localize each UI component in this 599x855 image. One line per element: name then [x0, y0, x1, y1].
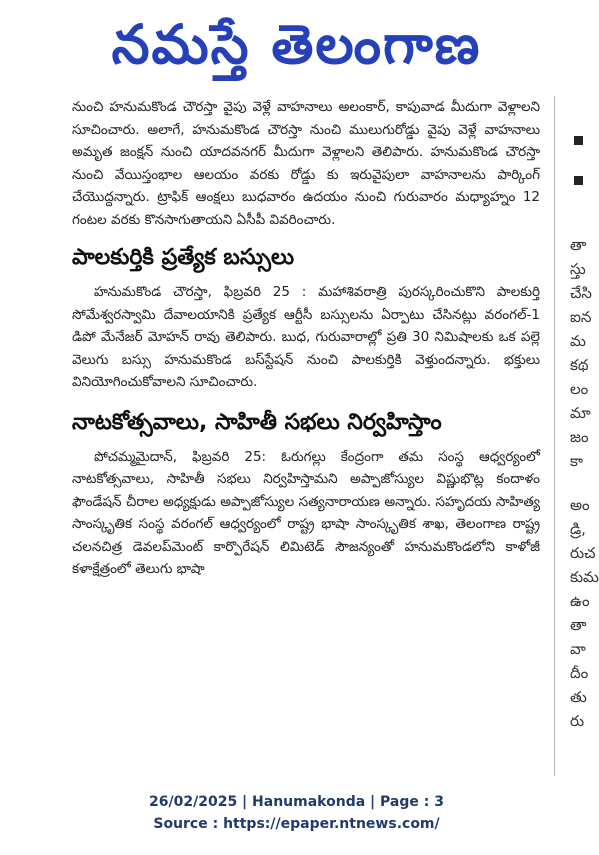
page-footer: [0, 791, 593, 835]
bullet-square-icon: [574, 136, 583, 145]
side-fragment: ఉం: [570, 592, 590, 610]
edition-info: 26/02/2025 | Hanumakonda | Page : 3: [149, 794, 444, 810]
intro-paragraph: నుంచి హనుమకొండ చౌరస్తా వైపు వెళ్లే వాహనాలు అలంకార్, కాపువాడ మీదుగా వెళ్లాలని సూచించారు. అలాగే, హనుమకొండ చౌరస్తా నుంచి ములుగురోడ్డు వైపు వెళ్లే వాహనాలు అమృత జంక్షన్ నుంచి యాదవనగర్ మీదుగా వెళ్లాలని తెలిపారు. హనుమకొండ చౌరస్తా నుంచి వేయిస్తంభాల ఆలయం వరకు రోడ్డు కు ఇరువైపులా వాహనాలను పార్కింగ్ చేయొద్దన్నారు. ట్రాఫిక్ ఆంక్షలు బుధవారం ఉదయం నుంచి గురువారం మధ్యాహ్నం 12 గంటల వరకు కొనసాగుతాయని ఏసీపీ వివరించారు.: [72, 99, 540, 228]
adjacent-column: [558, 96, 599, 776]
side-fragment: కుమ: [570, 568, 599, 586]
story-special-buses: హనుమకొండ చౌరస్తా, ఫిబ్రవరి 25 : మహాశివరాత్రి పురస్కరించుకొని పాలకుర్తి సోమేశ్వరస్వామి దేవాలయానికి ప్రత్యేక ఆర్టీసీ బస్సులను ఏర్పాటు చేసినట్లు వరంగల్-1 డిపో మేనేజర్ మోహన్ రావు తెలిపారు. బుధ, గురువారాల్లో ప్రతి 30 నిమిషాలకు ఒక పల్లె వెలుగు బస్సు హనుమకొండ బస్‌స్టేషన్ నుంచి పాలకుర్తికి వెళ్తుందన్నారు. భక్తులు వినియోగించుకోవాలని సూచించారు.: [72, 284, 540, 390]
side-fragment: చేసి: [570, 284, 592, 302]
side-fragment: దీం: [570, 664, 589, 682]
side-fragment: రు: [570, 712, 585, 730]
side-fragment: లం: [570, 380, 589, 398]
side-fragment: వా: [570, 640, 586, 658]
source-link[interactable]: Source : https://epaper.ntnews.com/: [153, 816, 440, 832]
story-drama-festivals: పోచమ్మమైదాన్, ఫిబ్రవరి 25: ఓరుగల్లు కేంద్రంగా తమ సంస్థ ఆధ్వర్యంలో నాటకోత్సవాలు, సాహితీ సభలు నిర్వహిస్తామని అప్పాజోస్యుల విష్ణుభొట్ల కందాళం ఫౌండేషన్ చీరాల అధ్యక్షుడు అప్పాజోస్యుల సత్యనారాయణ అన్నారు. సహృదయ సాహిత్య సాంస్కృతిక సంస్థ వరంగల్ ఆధ్వర్యంలో రాష్ట్ర భాషా సాంస్కృతిక శాఖ, తెలంగాణ రాష్ట్ర చలనచిత్ర డెవలప్‌మెంట్ కార్పొరేషన్ లిమిటెడ్ సౌజన్యంతో హనుమకొండలోని కాళోజీ కళాక్షేత్రంలో తెలుగు భాషా: [72, 448, 540, 577]
headline-drama-festivals: నాటకోత్సవాలు, సాహితీ సభలు నిర్వహిస్తాం: [72, 409, 442, 435]
side-fragment: స్తు: [570, 260, 586, 278]
newspaper-logo: నమస్తే తెలంగాణ: [111, 13, 482, 76]
side-fragment: ఐన: [570, 308, 592, 326]
side-fragment: అం: [570, 496, 590, 514]
bullet-square-icon: [574, 176, 583, 185]
headline-special-buses: పాలకుర్తికి ప్రత్యేక బస్సులు: [72, 245, 295, 270]
side-fragment: కా: [570, 452, 584, 470]
side-fragment: రుచ: [570, 544, 596, 562]
side-fragment: కథ: [570, 356, 589, 374]
side-fragment: మా: [570, 404, 591, 422]
side-fragment: తు: [570, 688, 587, 706]
side-fragment: జం: [570, 428, 589, 446]
side-fragment: తా: [570, 236, 587, 254]
side-fragment: మ: [570, 332, 586, 350]
article-column: [68, 96, 555, 776]
side-fragment: తా: [570, 616, 587, 634]
side-fragment: డ్రి,: [570, 520, 586, 538]
masthead: [0, 0, 593, 92]
